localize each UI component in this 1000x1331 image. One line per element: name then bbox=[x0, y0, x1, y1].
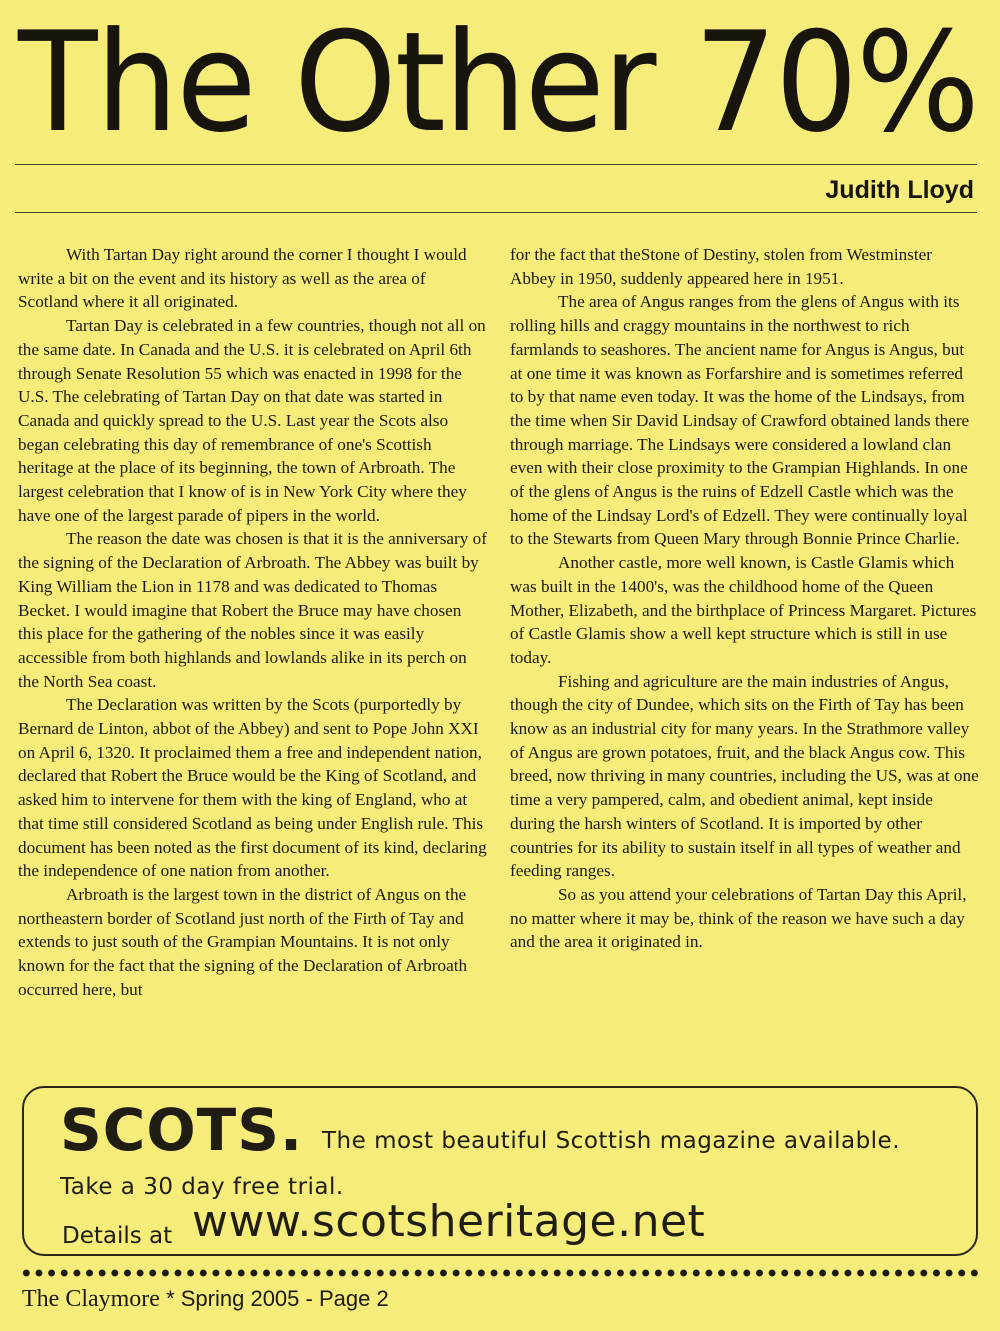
title-rule bbox=[15, 164, 977, 165]
dotted-divider bbox=[20, 1268, 982, 1278]
footer-issue: Spring 2005 - Page 2 bbox=[180, 1286, 389, 1311]
byline-rule bbox=[15, 212, 977, 213]
paragraph: Arbroath is the largest town in the district of Angus on the northeastern border of Scotland just north of the Firth of Tay and extends to just south of the Grampian Mountains. It is not only known for the fact that the signing of the Declaration of Arbroath occurred here, but bbox=[18, 884, 468, 999]
paragraph: The reason the date was chosen is that it is the anniversary of the signing of the Declaration of Arbroath. The Abbey was built by King William the Lion in 1178 and was dedicated to Thomas Becket. I would imagine that Robert the Bruce may have chosen this place for the gathering of the nobles since it was easily accessible from both highlands and lowlands alike in its perch on the North Sea coast. bbox=[18, 529, 487, 691]
scots-magazine-advert bbox=[22, 1086, 978, 1256]
article-column-left bbox=[18, 243, 488, 1002]
ad-tagline: The most beautiful Scottish magazine available. bbox=[322, 1128, 901, 1154]
ad-details-label: Details at bbox=[62, 1223, 173, 1249]
footer-separator: * bbox=[159, 1286, 181, 1311]
ad-brand: SCOTS. bbox=[60, 1096, 304, 1164]
page-footer bbox=[22, 1286, 389, 1313]
ad-website-url: www.scotsheritage.net bbox=[192, 1196, 706, 1247]
article-column-right bbox=[510, 243, 980, 954]
article-title: The Other 70% bbox=[18, 2, 978, 163]
author-byline: Judith Lloyd bbox=[825, 176, 974, 204]
paragraph: So as you attend your celebrations of Tartan Day this April, no matter where it may be, think of the reason we have such a day and the area it originated in. bbox=[510, 884, 967, 952]
paragraph: The Declaration was written by the Scots (purportedly by Bernard de Linton, abbot of the Abbey) and sent to Pope John XXI on April 6, 1320. It proclaimed them a free and independent nation, declared that Robert the Bruce would be the King of Scotland, and asked him to intervene for them with the king of England, who at that time still considered Scotland as being under English rule. This document has been noted as the first document of its kind, declaring the independence of one nation from another. bbox=[18, 695, 487, 881]
footer-publication: The Claymore bbox=[22, 1286, 160, 1312]
paragraph: Fishing and agriculture are the main industries of Angus, though the city of Dundee, which sits on the Firth of Tay has been know as an industrial city for many years. In the Strathmore valley of Angus are grown potatoes, fruit, and the black Angus cow. This breed, now thriving in many countries, including the US, was at one time a very pampered, calm, and obedient animal, kept inside during the harsh winters of Scotland. It is imported by other countries for its ability to sustain itself in all types of weather and feeding ranges. bbox=[510, 671, 979, 881]
paragraph: The area of Angus ranges from the glens of Angus with its rolling hills and craggy mountains in the northwest to rich farmlands to seashores. The ancient name for Angus is Angus, but at one time it was known as Forfarshire and is sometimes referred to by that name even today. It was the home of the Lindsays, from the time when Sir David Lindsay of Crawford obtained lands there through marriage. The Lindsays were considered a lowland clan even with their close proximity to the Grampian Highlands. In one of the glens of Angus is the ruins of Edzell Castle which was the home of the Lindsay Lord's of Edzell. They were continually loyal to the Stewarts from Queen Mary through Bonnie Prince Charlie. bbox=[510, 292, 970, 549]
paragraph: With Tartan Day right around the corner I thought I would write a bit on the event and its history as well as the area of Scotland where it all originated. bbox=[18, 245, 467, 312]
paragraph: Tartan Day is celebrated in a few countries, though not all on the same date. In Canada and the U.S. it is celebrated on April 6th through Senate Resolution 55 which was enacted in 1998 for the U.S. The celebrating of Tartan Day on that date was started in Canada and quickly spread to the U.S. Last year the Scots also began celebrating this day of remembrance of one's Scottish heritage at the place of its beginning, the town of Arbroath. The largest celebration that I know of is in New York City where they have one of the largest parade of pipers in the world. bbox=[18, 316, 486, 525]
ad-trial-offer: Take a 30 day free trial. bbox=[60, 1174, 344, 1200]
paragraph: Another castle, more well known, is Castle Glamis which was built in the 1400's, was the childhood home of the Queen Mother, Elizabeth, and the birthplace of Princess Margaret. Pictures of Castle Glamis show a well kept structure which is still in use today. bbox=[510, 553, 977, 667]
paragraph-continuation: for the fact that theStone of Destiny, stolen from Westminster Abbey in 1950, suddenly appeared here in 1951. bbox=[510, 245, 932, 288]
